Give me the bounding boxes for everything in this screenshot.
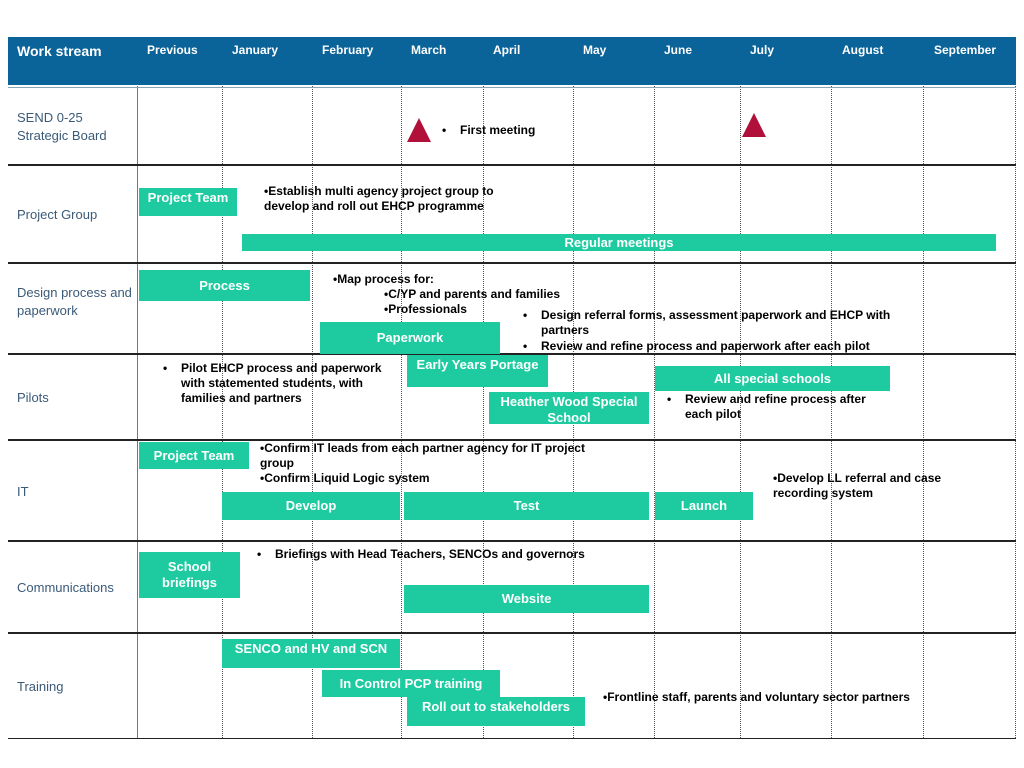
note-line: •Professionals — [384, 302, 467, 316]
bar-launch: Launch — [655, 492, 753, 520]
header-month-march: March — [411, 43, 447, 57]
row-label-pilots: Pilots — [17, 390, 49, 405]
row-label-training: Training — [17, 679, 64, 694]
note-pilot-ehcp-text: Pilot EHCP process and paperwork with statemented students, with families and partners — [181, 361, 382, 405]
bar-it-project-team: Project Team — [139, 442, 249, 469]
bar-website: Website — [404, 585, 649, 613]
header-workstream: Work stream — [17, 43, 102, 59]
milestone-triangle-icon — [407, 118, 431, 142]
header-month-august: August — [842, 43, 884, 57]
bar-test: Test — [404, 492, 649, 520]
header-month-july: July — [750, 43, 775, 57]
header-month-january: January — [232, 43, 279, 57]
bar-project-team: Project Team — [139, 188, 237, 216]
note-confirm-it — [260, 441, 620, 486]
bar-heather-wood: Heather Wood Special School — [489, 392, 649, 424]
row-separator — [8, 262, 1016, 264]
row-separator — [8, 632, 1016, 634]
grid-divider — [654, 86, 655, 738]
bar-process: Process — [139, 270, 310, 301]
grid-divider — [137, 86, 138, 738]
row-label-communications: Communications — [17, 580, 114, 595]
bar-school-briefings: School briefings — [139, 552, 240, 598]
row-label-send-board: SEND 0-25 Strategic Board — [17, 110, 107, 143]
header-month-february: February — [322, 43, 374, 57]
note-line: •Confirm IT leads from each partner agency for IT project group — [260, 441, 585, 470]
header-month-april: April — [493, 43, 521, 57]
note-line: •C/YP and parents and families — [384, 287, 561, 301]
note-review-refine: • Review and refine process and paperwork after each pilot — [523, 339, 870, 353]
note-review-after-pilot-text: Review and refine process after each pilot — [685, 392, 866, 421]
bar-senco-hv-scn: SENCO and HV and SCN — [222, 639, 400, 668]
row-label-project-group: Project Group — [17, 207, 98, 222]
note-design-forms: • Design referral forms, assessment paperwork and EHCP with partners — [523, 308, 891, 337]
milestone-triangle-icon — [742, 113, 766, 137]
note-briefings: • Briefings with Head Teachers, SENCOs and governors — [257, 547, 585, 561]
row-separator — [8, 164, 1016, 166]
note-establish-group — [264, 184, 564, 214]
bar-all-special-schools: All special schools — [655, 366, 890, 391]
note-review-refine-text: Review and refine process and paperwork after each pilot — [541, 339, 870, 353]
row-separator — [8, 540, 1016, 542]
row-separator — [8, 738, 1016, 739]
note-map-process — [333, 272, 434, 287]
note-line: •Map process for: — [333, 272, 434, 286]
note-pilot-ehcp: • Pilot EHCP process and paperwork with statemented students, with families and partners — [163, 361, 382, 405]
header-month-june: June — [664, 43, 693, 57]
note-line: •Confirm Liquid Logic system — [260, 471, 430, 485]
bar-roll-out: Roll out to stakeholders — [407, 697, 585, 726]
grid-divider — [1015, 86, 1016, 738]
note-review-after-pilot: • Review and refine process after each pilot — [667, 392, 866, 421]
row-separator — [8, 87, 1016, 88]
note-develop-ll: •Develop LL referral and case recording system — [773, 471, 942, 500]
note-line: •Establish multi agency project group to — [264, 184, 494, 198]
note-briefings-text: Briefings with Head Teachers, SENCOs and governors — [275, 547, 585, 561]
bar-develop: Develop — [222, 492, 400, 520]
note-frontline: •Frontline staff, parents and voluntary sector partners — [603, 690, 910, 704]
note-design-forms-text: Design referral forms, assessment paperwork and EHCP with partners — [541, 308, 891, 337]
row-label-design: Design process and paperwork — [17, 285, 132, 318]
header-month-september: September — [934, 43, 997, 57]
bar-in-control-pcp: In Control PCP training — [322, 670, 500, 697]
bar-paperwork: Paperwork — [320, 322, 500, 354]
grid-divider — [923, 86, 924, 738]
bar-regular-meetings: Regular meetings — [242, 234, 996, 251]
header-month-previous: Previous — [147, 43, 198, 57]
note-first-meeting: • First meeting — [442, 123, 536, 137]
note-first-meeting-text: First meeting — [460, 123, 536, 137]
bar-early-years-portage: Early Years Portage — [407, 355, 548, 387]
note-line: develop and roll out EHCP programme — [264, 199, 484, 213]
row-label-it: IT — [17, 484, 29, 499]
header-month-may: May — [583, 43, 607, 57]
